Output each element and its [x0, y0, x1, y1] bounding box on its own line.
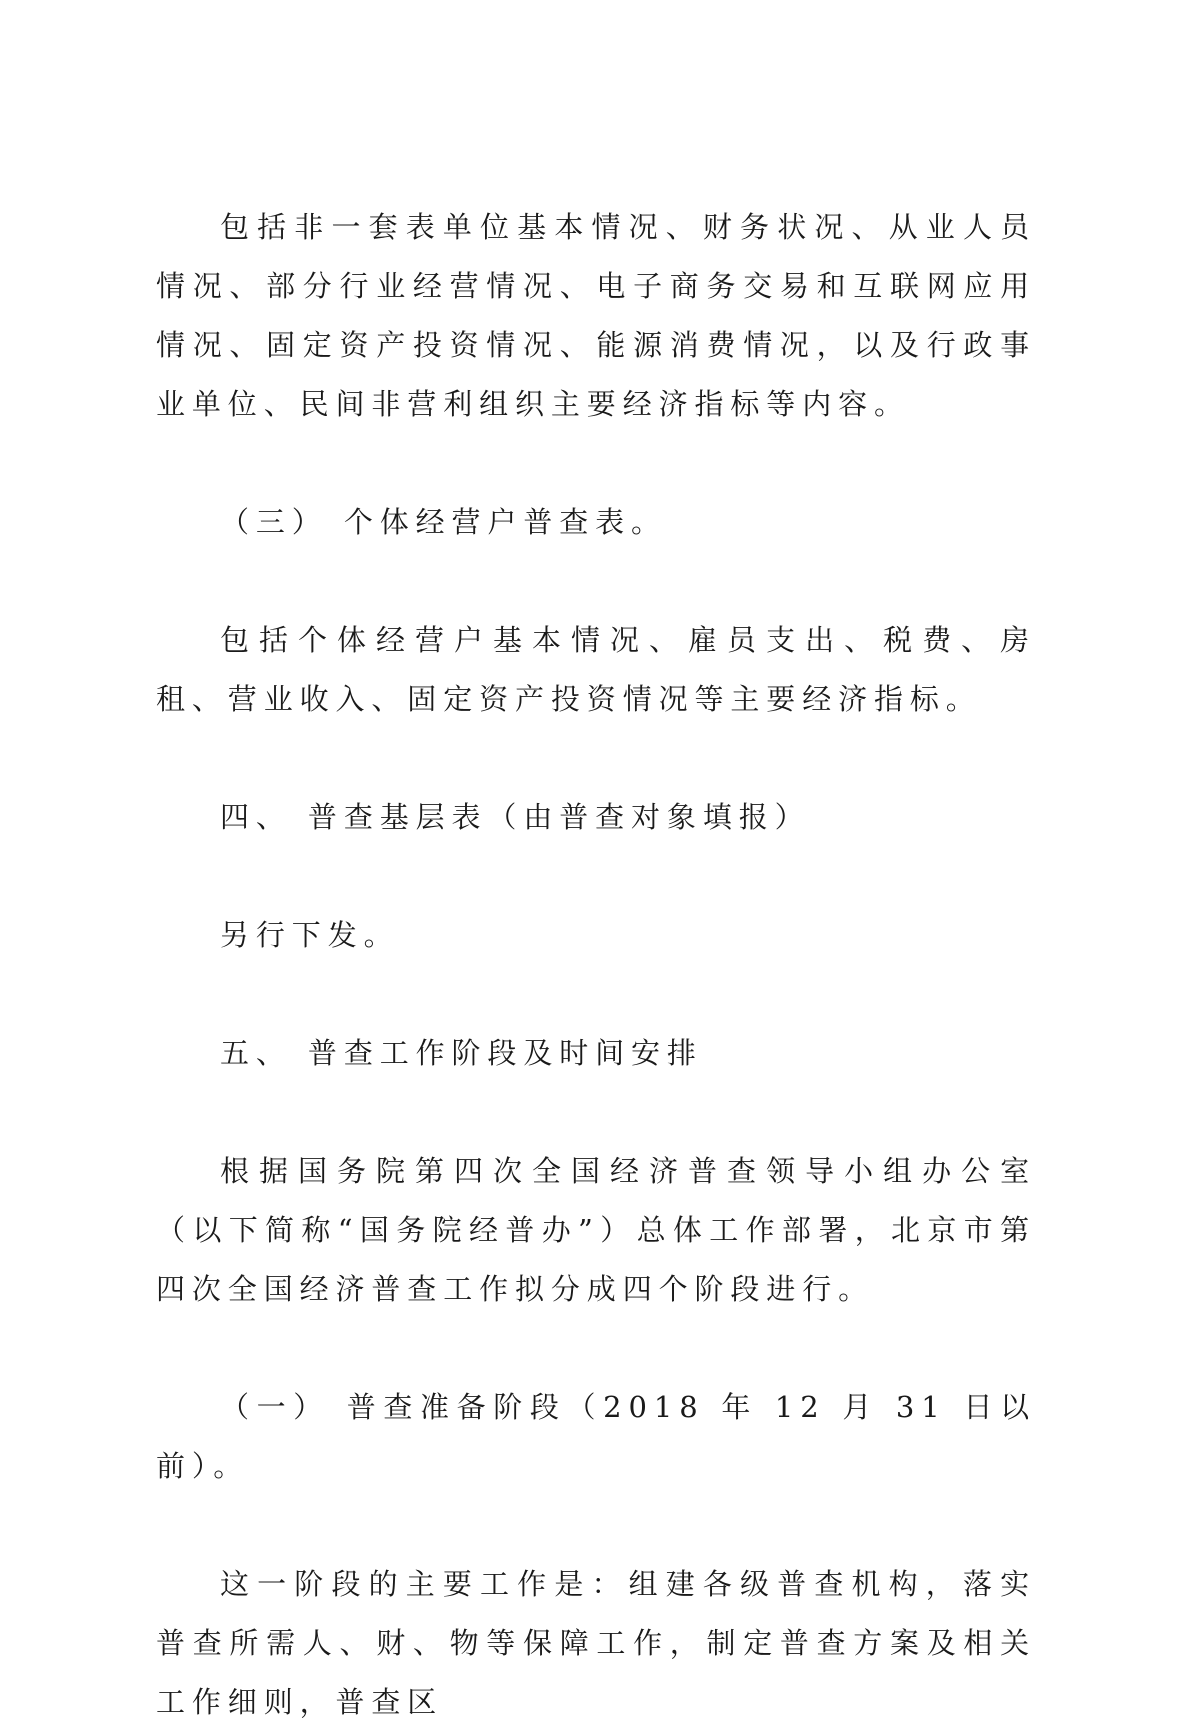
section-heading-3: （三） 个体经营户普查表。 — [220, 505, 667, 539]
subsection-heading-1: （一） 普查准备阶段（2018 年 12 月 31 日以前）。 — [156, 1390, 1036, 1483]
section-heading-5: 五、 普查工作阶段及时间安排 — [220, 1036, 703, 1070]
paragraph-5: 这一阶段的主要工作是：组建各级普查机构，落实普查所需人、财、物等保障工作，制定普查方案及相关工作细则，普查区 — [156, 1567, 1036, 1719]
paragraph-1: 包括非一套表单位基本情况、财务状况、从业人员情况、部分行业经营情况、电子商务交易和互联网应用情况、固定资产投资情况、能源消费情况，以及行政事业单位、民间非营利组织主要经济指标等内容。 — [156, 210, 1036, 421]
section-heading-4: 四、 普查基层表（由普查对象填报） — [220, 800, 811, 834]
paragraph-4: 根据国务院第四次全国经济普查领导小组办公室（以下简称“国务院经普办”）总体工作部署，北京市第四次全国经济普查工作拟分成四个阶段进行。 — [156, 1154, 1036, 1306]
paragraph-2: 包括个体经营户基本情况、雇员支出、税费、房租、营业收入、固定资产投资情况等主要经济指标。 — [156, 623, 1036, 716]
paragraph-3: 另行下发。 — [220, 918, 400, 952]
document-body — [156, 198, 1036, 1732]
